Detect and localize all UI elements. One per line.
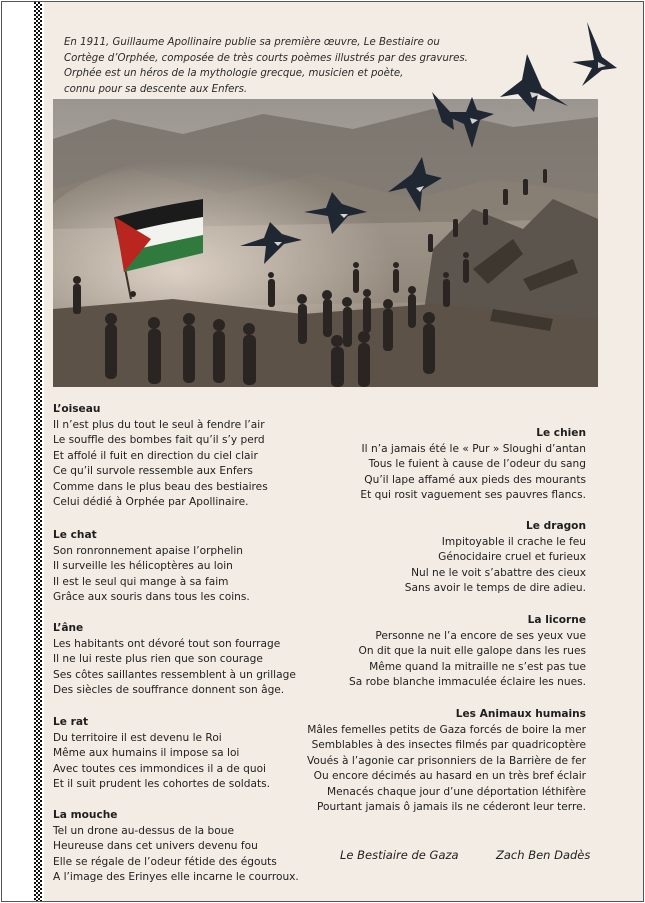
poem-line: Personne ne l’a encore de ses yeux vue	[375, 629, 586, 642]
poem-title: La mouche	[53, 809, 118, 821]
poem-line: Nul ne le voit s’abattre des cieux	[411, 566, 586, 579]
poem-title: L’âne	[53, 622, 84, 634]
poem-title: La licorne	[527, 614, 586, 626]
poem-line: Et il suit prudent les cohortes de soldats.	[53, 778, 271, 790]
poem-dragon	[405, 519, 586, 597]
poem-animaux-humains	[307, 707, 586, 816]
poem-line: A l’image des Erinyes elle incarne le courroux.	[53, 871, 299, 883]
poem-line: Pourtant jamais ô jamais ils ne céderont leur terre.	[317, 801, 586, 813]
poem-line: Du territoire il est devenu le Roi	[53, 731, 222, 744]
poem-line: Ses côtes saillantes ressemblent à un grillage	[53, 668, 296, 681]
swallows-overlay	[2, 2, 643, 422]
poem-line: Et qui rosit vaguement ses pauvres flancs.	[360, 489, 586, 501]
poem-title: L’oiseau	[53, 403, 101, 415]
poem-line: Heureuse dans cet univers devenu fou	[53, 840, 258, 852]
poem-licorne	[349, 613, 586, 691]
poem-line: On dit que la nuit elle galope dans les rues	[358, 645, 586, 657]
poster-page	[1, 1, 644, 902]
poem-line: Tel un drone au-dessus de la boue	[53, 824, 234, 837]
intro-line: Cortège d’Orphée, composée de très courts poèmes illustrés par des gravures.	[64, 52, 468, 64]
poem-line: Sans avoir le temps de dire adieu.	[404, 582, 586, 594]
poem-line: Même quand la mitraille ne s’est pas tue	[369, 660, 586, 673]
poem-ane	[53, 621, 296, 699]
poem-line: Qu’il lape affamé aux pieds des mourants	[364, 473, 586, 486]
intro-line: connu pour sa descente aux Enfers.	[64, 83, 248, 95]
poem-line: Grâce aux souris dans tous les coins.	[53, 591, 250, 603]
poem-line: Voués à l’agonie car prisonniers de la Barrière de fer	[306, 754, 586, 767]
poem-title: Les Animaux humains	[455, 708, 586, 720]
poem-title: Le rat	[53, 716, 89, 728]
poem-oiseau	[53, 402, 268, 511]
poem-line: Et affolé il fuit en direction du ciel clair	[53, 449, 258, 462]
intro-line: Orphée est un héros de la mythologie grecque, musicien et poète,	[64, 68, 404, 79]
poem-line: Il n’est plus du tout le seul à fendre l’air	[53, 418, 265, 431]
poem-line: Le souffle des bombes fait qu’il s’y perd	[53, 434, 265, 446]
poem-chien	[360, 426, 586, 504]
intro-line: En 1911, Guillaume Apollinaire publie sa première œuvre, Le Bestiaire ou	[64, 37, 440, 48]
poem-line: Il ne lui reste plus rien que son courage	[53, 653, 263, 665]
poem-line: Il surveille les hélicoptères au loin	[53, 560, 233, 572]
poem-line: Tous le fuient à cause de l’odeur du sang	[368, 458, 586, 470]
poem-line: Celui dédié à Orphée par Apollinaire.	[53, 496, 249, 508]
poem-mouche	[53, 808, 299, 886]
poem-line: Comme dans le plus beau des bestiaires	[53, 480, 268, 493]
poem-line: Il est le seul qui mange à sa faim	[53, 575, 229, 588]
poem-line: Impitoyable il crache le feu	[441, 535, 586, 548]
poem-line: Mâles femelles petits de Gaza forcés de boire la mer	[307, 723, 586, 736]
poem-line: Il n’a jamais été le « Pur » Sloughi d’antan	[361, 442, 586, 455]
poem-line: Génocidaire cruel et furieux	[438, 551, 586, 563]
poem-line: Ou encore décimés au hasard en un très bref éclair	[313, 770, 586, 782]
poem-line: Des siècles de souffrance donnent son âge.	[53, 684, 285, 696]
swallow-bird-icon	[240, 22, 617, 264]
poem-title: Le chat	[53, 529, 97, 541]
poem-line: Avec toutes ces immondices il a de quoi	[53, 762, 267, 775]
collection-title: Le Bestiaire de Gaza	[340, 848, 459, 862]
author-name: Zach Ben Dadès	[496, 848, 591, 862]
poem-line: Son ronronnement apaise l’orphelin	[53, 544, 243, 557]
poem-line: Ce qu’il survole ressemble aux Enfers	[53, 465, 253, 477]
poem-line: Sa robe blanche immaculée éclaire les nues.	[349, 676, 586, 688]
poem-rat	[53, 715, 270, 793]
poem-line: Les habitants ont dévoré tout son fourrage	[53, 637, 281, 650]
poem-line: Elle se régale de l’odeur fétide des égouts	[53, 855, 277, 868]
poem-chat	[53, 528, 250, 606]
poem-line: Menacés chaque jour d’une déportation léthifère	[327, 785, 586, 798]
poem-title: Le chien	[536, 427, 586, 439]
poem-line: Semblables à des insectes filmés par quadricoptère	[311, 739, 586, 751]
poem-title: Le dragon	[526, 520, 586, 532]
poem-line: Même aux humains il impose sa loi	[53, 747, 240, 759]
